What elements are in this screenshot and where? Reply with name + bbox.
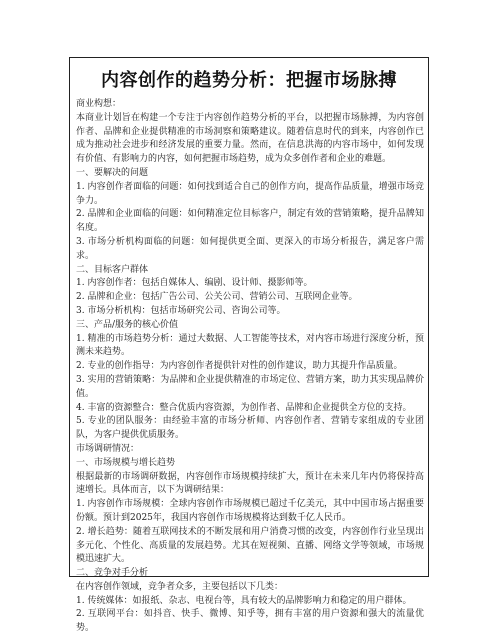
list-item-customer-analysts: 3. 市场分析机构：包括市场研究公司、咨询公司等。 [76,305,286,316]
section-heading-market-research: 市场调研情况： [76,443,140,454]
list-item-problem-creators: 1. 内容创作者面临的问题：如何找到适合自己的创作方向，提高作品质量，增强市场竞争力。 [76,181,424,206]
paragraph-market-size-intro: 根据最新的市场调研数据，内容创作市场规模持续扩大，预计在未来几年内仍将保持高速增长。具体而言，以下为调研结果： [76,471,424,496]
section-heading-core-value: 三、产品/服务的核心价值 [76,319,179,330]
section-heading-target-customers: 二、目标客户群体 [76,264,149,275]
list-item-value-trend-analysis: 1. 精准的市场趋势分析：通过大数据、人工智能等技术，对内容市场进行深度分析，预测未来趋势。 [76,333,424,358]
list-item-market-size: 1. 内容创作市场规模：全球内容创作市场规模已超过千亿美元，其中中国市场占据重要份额。预计到2025年，我国内容创作市场规模将达到数千亿人民币。 [76,499,424,523]
document-title: 内容创作的趋势分析：把握市场脉搏 [101,70,397,91]
list-item-competitor-traditional-media: 1. 传统媒体：如报纸、杂志、电视台等，具有较大的品牌影响力和稳定的用户群体。 [76,595,412,606]
list-item-growth-trend: 2. 增长趋势：随着互联网技术的不断发展和用户消费习惯的改变，内容创作行业呈现出多元化、个性化、高质量的发展趋势。尤其在短视频、直播、网络文学等领域，市场规模迅速扩大。 [76,526,424,565]
list-item-customer-brands: 2. 品牌和企业：包括广告公司、公关公司、营销公司、互联网企业等。 [76,292,358,303]
subheading-market-size: 一、市场规模与增长趋势 [76,457,176,468]
section-heading-business-idea: 商业构想： [76,99,122,109]
list-item-value-creation-guidance: 2. 专业的创作指导：为内容创作者提供针对性的创作建议，助力其提升作品质量。 [76,361,403,372]
document-frame [69,57,429,634]
paragraph-competitor-intro: 在内容创作领域，竞争者众多，主要包括以下几类： [76,581,284,592]
list-item-problem-analysts: 3. 市场分析机构面临的问题：如何提供更全面、更深入的市场分析报告，满足客户需求。 [76,236,424,261]
list-item-value-resource-integration: 4. 丰富的资源整合：整合优质内容资源，为创作者、品牌和企业提供全方位的支持。 [76,402,412,413]
section-heading-problems: 一、要解决的问题 [76,167,149,178]
list-item-value-marketing-strategy: 3. 实用的营销策略：为品牌和企业提供精准的市场定位、营销方案，助力其实现品牌价值。 [76,374,424,399]
list-item-competitor-internet-platforms: 2. 互联网平台：如抖音、快手、微博、知乎等，拥有丰富的用户资源和强大的流量优势。 [76,609,424,634]
list-item-problem-brands: 2. 品牌和企业面临的问题：如何精准定位目标客户，制定有效的营销策略，提升品牌知名度。 [76,209,424,234]
list-item-customer-creators: 1. 内容创作者：包括自媒体人、编剧、设计师、摄影师等。 [76,278,313,289]
list-item-value-team-service: 5. 专业的团队服务：由经验丰富的市场分析师、内容创作者、营销专家组成的专业团队，为客户提供优质服务。 [76,416,424,441]
subheading-competitor-analysis: 二、竞争对手分析 [76,568,149,579]
paragraph-business-idea: 本商业计划旨在构建一个专注于内容创作趋势分析的平台，以把握市场脉搏，为内容创作者、品牌和企业提供精准的市场洞察和策略建议。随着信息时代的到来，内容创作已成为推动社会进步和经济发展的重要力量。然而，在信息洪海的内容市场中，如何发现有价值、有影响力的内容，如何把握市场趋势，成为众多创作者和企业的难题。 [76,112,424,165]
document-body [70,98,428,636]
